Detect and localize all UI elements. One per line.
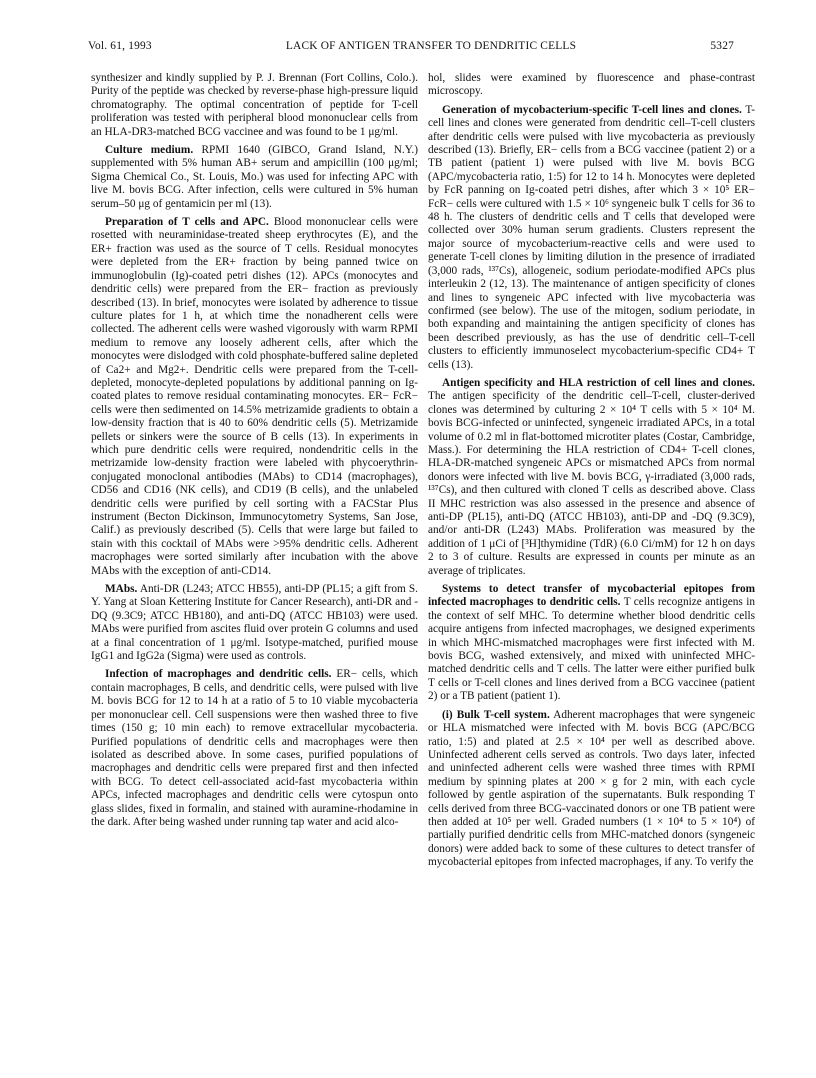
running-header (88, 40, 734, 56)
page-number: 5327 (710, 40, 734, 52)
preparation-text: Blood mononuclear cells were rosetted with neuraminidase-treated sheep erythrocytes (E), and the ER+ fraction was used as the source of T cells. Residual monocytes were depleted from the ER+ fraction by being panned twice on immunoglobulin (Ig)-coated petri dishes (12). APCs (monocytes and dendritic cells) were prepared from the ER− fraction as previously described (13). In brief, monocytes were isolated by adherence to tissue culture plates for 1 h, at which time the nonadherent cells were collected. The adherent cells were washed vigorously with warm RPMI medium to remove any loosely adherent cells, after which the monocytes were dislodged with cold phosphate-buffered saline depleted of Ca2+ and Mg2+. Dendritic cells were prepared from the T-cell-depleted, monocyte-depleted populations by additional panning on Ig-coated plates to remove residual contaminating monocytes. ER− FcR− cells were then sedimented on 14.5% metrizamide gradients to obtain a low-density fraction that is 40 to 60% dendritic cells (5). Metrizamide pellets or sinkers were the source of B cells (13). In experiments in which pure dendritic cells were required, nondendritic cells in the metrizamide low-density fraction were labeled with phycoerythrin-conjugated monoclonal antibodies (MAbs) to CD14 (macrophages), CD56 and CD16 (NK cells), and CD19 (B cells), and the unlabeled dendritic cells were purified by cell sorting with a FACStar Plus instrument (Becton Dickinson, Immunocytometry Systems, San Jose, Calif.) as previously described (5). Cells that were large but failed to stain with this cocktail of MAbs were >95% dendritic cells. Adherent macrophages were sorted similarly after incubation with the above MAbs with the exception of anti-CD14. (91, 216, 418, 577)
left-column (91, 72, 418, 829)
heading-infection: Infection of macrophages and dendritic cells. (105, 668, 332, 681)
paragraph-bulk (428, 709, 755, 870)
systems-text: T cells recognize antigens in the context of self MHC. To determine whether blood dendritic cells acquire antigens from infected macrophages, we designed experiments in which MHC-mismatched macrophages were first infected with M. bovis BCG, washed extensively, and mixed with uninfected MHC-matched dendritic cells and T cells. The latter were either purified bulk T cells or T-cell clones and lines derived from a BCG vaccinee (patient 2) or a TB patient (patient 1). (428, 596, 755, 703)
journal-volume: Vol. 61, 1993 (88, 40, 152, 52)
heading-bulk: (i) Bulk T-cell system. (442, 708, 550, 721)
heading-generation: Generation of mycobacterium-specific T-cell lines and clones. (442, 103, 742, 116)
specificity-text: The antigen specificity of the dendritic cell–T-cell, cluster-derived clones was determined by culturing 2 × 10⁴ T cells with 5 × 10⁴ M. bovis BCG-infected or uninfected, syngeneic irradiated APCs, in a total volume of 0.2 ml in flat-bottomed microtiter plates (Costar, Cambridge, Mass.). For determining the HLA restriction of CD4+ T-cell clones, HLA-DR-matched syngeneic APCs or mismatched APCs from normal donors were infected with live M. bovis BCG, γ-irradiated (3,000 rads, ¹³⁷Cs), and then cultured with cloned T cells as described above. Class II MHC restriction was also assessed in the presence and absence of anti-DP (PL15), anti-DQ (ATCC HB103), anti-DP and -DQ (9.3C9), and/or anti-DR (L243) MAbs. Proliferation was measured by the addition of 1 μCi of [³H]thymidine (TdR) (6.0 Ci/mM) for 12 h on days 2 to 3 of culture. Results are expressed in counts per minute as an average of triplicates. (428, 390, 755, 577)
heading-mabs: MAbs. (105, 583, 138, 596)
paragraph-culture-medium (91, 144, 418, 211)
heading-preparation: Preparation of T cells and APC. (105, 216, 269, 229)
paragraph-generation (428, 104, 755, 372)
paragraph-mabs (91, 583, 418, 663)
paragraph-infection (91, 668, 418, 829)
paragraph-systems (428, 583, 755, 704)
running-title: LACK OF ANTIGEN TRANSFER TO DENDRITIC CELLS (285, 40, 577, 52)
generation-text: T-cell lines and clones were generated from dendritic cell–T-cell clusters after dendritic cells were pulsed with live mycobacteria as previously described (13). Briefly, ER− cells from a BCG vaccinee (patient 2) or a TB patient (patient 1) were pulsed with live M. bovis BCG (APC/mycobacteria ratio, 1:5) for 12 to 14 h. Monocytes were depleted by FcR panning on Ig-coated petri dishes, after which 3 × 10⁵ ER− FcR− cells were cultured with 1.5 × 10⁶ syngeneic bulk T cells for 36 to 48 h. The clusters of dendritic cells and T cells that developed were collected over 30% human serum gradients. Clusters represent the major source of mycobacterium-reactive cells and were used to generate T-cell clones by limiting dilution in the presence of irradiated (3,000 rads, ¹³⁷Cs), allogeneic, sodium periodate-modified APCs plus interleukin 2 (12, 13). The maintenance of antigen specificity of clones and lines to syngeneic APC infected with live mycobacteria was confirmed (see below). The use of the mitogen, sodium periodate, in both expanding and maintaining the antigen specificity of clones has been described previously, as has the use of dendritic cell–T-cell clusters to efficiently immunoselect mycobacterium-specific CD4+ T cells (13). (428, 103, 756, 371)
infection-text: ER− cells, which contain macrophages, B cells, and dendritic cells, were pulsed with live M. bovis BCG for 12 to 14 h at a ratio of 5 to 10 viable mycobacteria per mononuclear cell. Cell suspensions were then washed three to five times (150 g; 10 min each) to remove extracellular mycobacteria. Purified populations of dendritic cells and macrophages were then isolated as described above. In some cases, purified populations of macrophages and dendritic cells were prepared first and then infected with BCG. To detect cell-associated acid-fast mycobacteria within APCs, infected macrophages and dendritic cells were cytospun onto glass slides, fixed in formalin, and stained with auramine-rhodamine in the dark. After being washed under running tap water and acid alco- (91, 668, 418, 828)
paragraph-preparation (91, 216, 418, 578)
paragraph-specificity (428, 377, 755, 578)
culture-medium-text: RPMI 1640 (GIBCO, Grand Island, N.Y.) supplemented with 5% human AB+ serum and ampicillin (100 μg/ml; Sigma Chemical Co., St. Louis, Mo.) was used for infecting APC with live M. bovis BCG. After infection, cells were cultured in 5% human serum–50 μg of gentamicin per ml (13). (91, 144, 418, 210)
bulk-text: Adherent macrophages that were syngeneic or HLA mismatched were infected with M. bovis BCG (APC/BCG ratio, 1:5) and plated at 2.5 × 10⁴ per well as described above. Uninfected adherent cells served as controls. Two days later, infected and uninfected adherent cells were washed three times with RPMI medium by spinning plates at 200 × g for 2 min, with each cycle followed by gentle aspiration of the supernatants. Bulk responding T cells derived from three BCG-vaccinated donors or one TB patient were then added at 10⁵ per well. Graded numbers (1 × 10⁴ to 5 × 10⁴) of partially purified dendritic cells from MHC-matched donors (syngeneic donors) were added back to some of these cultures to detect transfer of mycobacterial epitopes from infected macrophages, if any. To verify the (428, 708, 755, 869)
heading-culture-medium: Culture medium. (105, 144, 194, 157)
right-column (428, 72, 755, 870)
paragraph-slides: hol, slides were examined by fluorescence and phase-contrast microscopy. (428, 72, 755, 98)
paragraph-peptide: synthesizer and kindly supplied by P. J. Brennan (Fort Collins, Colo.). Purity of the peptide was checked by reverse-phase high-pressure liquid chromatography. The optimal concentration of peptide for T-cell proliferation was tested with peripheral blood mononuclear cells from an HLA-DR3-matched BCG vaccinee and was found to be 1 μg/ml. (91, 72, 418, 138)
heading-specificity: Antigen specificity and HLA restriction of cell lines and clones. (442, 376, 755, 389)
mabs-text: Anti-DR (L243; ATCC HB55), anti-DP (PL15; a gift from S. Y. Yang at Sloan Kettering Institute for Cancer Research), anti-DR and -DQ (9.3C9; ATCC HB180), and anti-DQ (ATCC HB103) were used. MAbs were purified from ascites fluid over protein G columns and used at a final concentration of 1 μg/ml. Isotype-matched, purified mouse IgG1 and IgG2a (Sigma) were used as controls. (91, 583, 419, 663)
heading-systems: Systems to detect transfer of mycobacterial epitopes from infected macrophages to dendritic cells. (428, 583, 755, 609)
